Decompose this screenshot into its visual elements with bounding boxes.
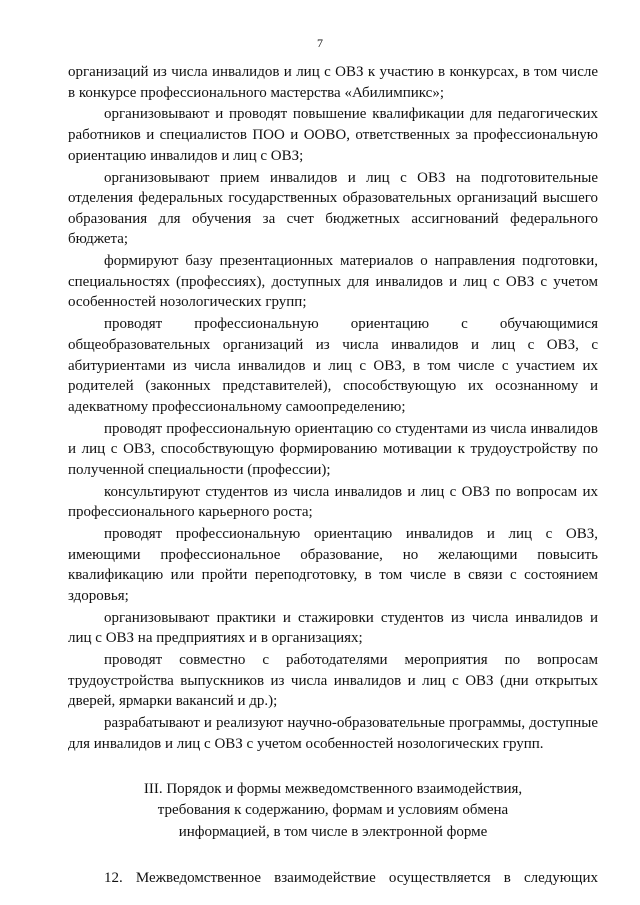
section-heading-line: информацией, в том числе в электронной форме <box>178 823 488 840</box>
paragraph: разрабатывают и реализуют научно-образовательные программы, доступные для инвалидов и лиц с ОВЗ с учетом особенностей нозологических групп. <box>68 715 598 752</box>
paragraph: организовывают прием инвалидов и лиц с ОВЗ на подготовительные отделения федеральных государственных образовательных организаций высшего образования для обучения за счет бюджетных ассигнований федерального бюджета; <box>68 169 598 248</box>
paragraph: организовывают практики и стажировки студентов из числа инвалидов и лиц с ОВЗ на предприятиях и в организациях; <box>68 609 598 647</box>
section-heading-line: требования к содержанию, формам и условиям обмена <box>157 802 509 819</box>
section-heading <box>68 779 598 844</box>
clause-12-text: 12. Межведомственное взаимодействие осуществляется в следующих <box>104 870 598 887</box>
paragraph: проводят профессиональную ориентацию инвалидов и лиц с ОВЗ, имеющими профессиональное образование, но желающими повысить квалификацию или пройти переподготовку, в том числе в связи с состоянием здоровья; <box>68 526 598 604</box>
paragraph: организаций из числа инвалидов и лиц с ОВЗ к участию в конкурсах, в том числе в конкурсе профессионального мастерства «Абилимпикс»; <box>68 64 598 101</box>
page-number: 7 <box>317 36 323 50</box>
paragraph: проводят профессиональную ориентацию с обучающимися общеобразовательных организаций из числа инвалидов и лиц с ОВЗ, с абитуриентами из числа инвалидов и лиц с ОВЗ, в том числе с участием их родителей (законных представителей), способствующую их осознанному и адекватному профессиональному самоопределению; <box>68 316 598 415</box>
body-text <box>68 62 598 890</box>
section-heading-line: III. Порядок и формы межведомственного взаимодействия, <box>143 780 523 797</box>
paragraph: проводят профессиональную ориентацию со студентами из числа инвалидов и лиц с ОВЗ, способствующую формированию мотивации к трудоустройству по полученной специальности (профессии); <box>68 420 598 478</box>
paragraph: формируют базу презентационных материалов о направления подготовки, специальностях (профессиях), доступных для инвалидов и лиц с ОВЗ с учетом особенностей нозологических групп; <box>68 253 598 311</box>
paragraph: консультируют студентов из числа инвалидов и лиц с ОВЗ по вопросам их профессионального карьерного роста; <box>68 483 598 521</box>
paragraph: проводят совместно с работодателями мероприятия по вопросам трудоустройства выпускников из числа инвалидов и лиц с ОВЗ (дни открытых дверей, ярмарки вакансий и др.); <box>68 652 598 710</box>
paragraph: организовывают и проводят повышение квалификации для педагогических работников и специалистов ПОО и ООВО, ответственных за профессиональную ориентацию инвалидов и лиц с ОВЗ; <box>68 106 598 164</box>
